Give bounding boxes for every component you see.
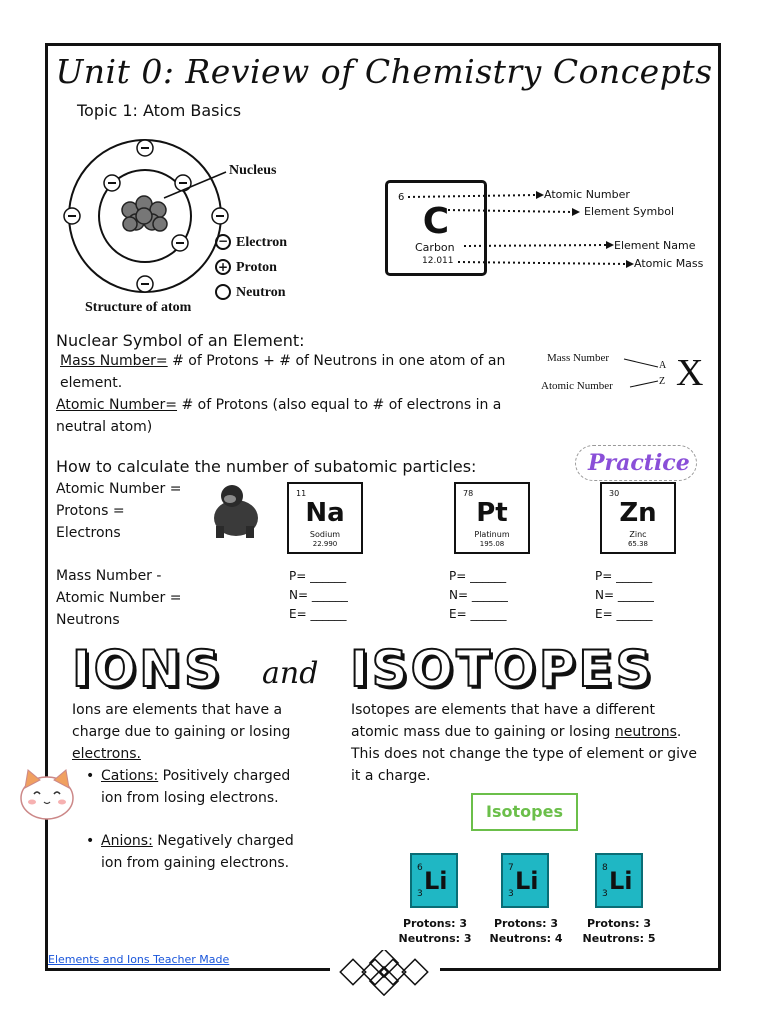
lithium-6-cell bbox=[410, 853, 458, 908]
nucleus-label: Nucleus bbox=[229, 163, 277, 178]
label-atomic-number: Atomic Number bbox=[544, 188, 630, 201]
li7-atomic: 3 bbox=[508, 889, 514, 899]
atomic-number-text: # of Protons (also equal to # of electrons in a neutral atom) bbox=[56, 397, 502, 435]
proton-legend-label: Proton bbox=[236, 260, 277, 275]
subatomic-heading: How to calculate the number of subatomic particles: bbox=[56, 457, 477, 476]
anions-item: • Anions: Negatively charged ion from gaining electrons. bbox=[86, 833, 294, 871]
li7-protons: Protons: 3 bbox=[493, 917, 559, 930]
blank-protons: P= ______ bbox=[289, 569, 347, 583]
blank-protons: P= ______ bbox=[595, 569, 653, 583]
zinc-symbol: Zn bbox=[619, 498, 657, 528]
electron-legend-icon: − bbox=[215, 234, 231, 250]
mass-number-text: # of Protons + # of Neutrons in one atom of an element. bbox=[60, 353, 506, 391]
diagram-x: X bbox=[676, 352, 704, 394]
rule-neutrons bbox=[56, 565, 181, 631]
li7-symbol: Li bbox=[515, 867, 539, 895]
atomic-number-term: Atomic Number= bbox=[56, 397, 178, 413]
atomic-number-definition bbox=[56, 394, 526, 438]
zinc-number: 30 bbox=[609, 489, 620, 498]
practice-label: Practice bbox=[588, 450, 690, 476]
cations-term: Cations: bbox=[101, 768, 159, 784]
atom-diagram bbox=[60, 138, 230, 298]
rule1-line3: Electrons bbox=[56, 525, 121, 541]
blank-neutrons: N= ______ bbox=[289, 588, 348, 602]
rule1-line2: Protons = bbox=[56, 503, 125, 519]
isotopes-badge: Isotopes bbox=[471, 793, 578, 831]
label-atomic-mass: Atomic Mass bbox=[634, 257, 704, 270]
carbon-atomic-number: 6 bbox=[398, 192, 405, 203]
diagram-mass-label: Mass Number bbox=[547, 352, 610, 364]
anions-definition: Negatively charged ion from gaining electrons. bbox=[101, 833, 294, 871]
anions-term: Anions: bbox=[101, 833, 153, 849]
isotopes-intro-text: Isotopes are elements that have a different atomic mass due to gaining or losing bbox=[351, 702, 656, 740]
carbon-name: Carbon bbox=[415, 241, 455, 254]
li8-protons: Protons: 3 bbox=[586, 917, 652, 930]
li8-mass: 8 bbox=[602, 863, 608, 873]
cat-icon bbox=[16, 764, 78, 822]
zinc-name: Zinc bbox=[629, 530, 647, 539]
nuclear-definitions bbox=[56, 350, 526, 438]
sodium-blanks bbox=[289, 567, 348, 624]
neutron-legend-icon bbox=[215, 284, 231, 300]
platinum-name: Platinum bbox=[474, 530, 510, 539]
and-heading: and bbox=[262, 656, 319, 691]
rule1-line1: Atomic Number = bbox=[56, 481, 182, 497]
isotopes-intro-rest: . This does not change the type of element or give it a charge. bbox=[351, 724, 697, 784]
rule2-line2: Atomic Number = bbox=[56, 590, 182, 606]
gorilla-icon bbox=[206, 480, 266, 540]
atom-caption: Structure of atom bbox=[85, 300, 192, 315]
diagram-z: Z bbox=[659, 376, 666, 387]
isotopes-intro bbox=[351, 699, 701, 787]
li6-caption bbox=[395, 916, 475, 946]
platinum-symbol: Pt bbox=[476, 498, 508, 528]
electron-legend-label: Electron bbox=[236, 235, 288, 250]
li6-mass: 6 bbox=[417, 863, 423, 873]
zinc-blanks bbox=[595, 567, 654, 624]
sodium-mass: 22.990 bbox=[312, 540, 338, 548]
li7-mass: 7 bbox=[508, 863, 514, 873]
carbon-symbol: C bbox=[422, 201, 450, 242]
platinum-cell bbox=[454, 482, 530, 554]
platinum-number: 78 bbox=[463, 489, 474, 498]
blank-protons: P= ______ bbox=[449, 569, 507, 583]
li6-symbol: Li bbox=[424, 867, 448, 895]
carbon-mass: 12.011 bbox=[422, 256, 454, 266]
label-element-symbol: Element Symbol bbox=[584, 205, 675, 218]
lithium-8-cell bbox=[595, 853, 643, 908]
ions-intro-electrons: electrons. bbox=[72, 746, 141, 762]
label-element-name: Element Name bbox=[614, 239, 696, 252]
diagram-atomic-label: Atomic Number bbox=[541, 380, 613, 392]
blank-neutrons: N= ______ bbox=[595, 588, 654, 602]
diagram-a: A bbox=[659, 360, 667, 371]
blank-electrons: E= ______ bbox=[449, 607, 507, 621]
rule2-line1: Mass Number - bbox=[56, 568, 162, 584]
platinum-blanks bbox=[449, 567, 508, 624]
sodium-symbol: Na bbox=[305, 498, 345, 528]
cations-item: • Cations: Positively charged ion from losing electrons. bbox=[86, 768, 291, 806]
lithium-7-cell bbox=[501, 853, 549, 908]
sodium-number: 11 bbox=[296, 489, 307, 498]
ions-heading: IONS bbox=[72, 640, 223, 698]
sodium-name: Sodium bbox=[309, 530, 341, 539]
ions-intro bbox=[72, 699, 312, 765]
practice-badge bbox=[575, 445, 697, 481]
proton-legend-icon: + bbox=[215, 259, 231, 275]
page-title: Unit 0: Review of Chemistry Concepts bbox=[55, 52, 713, 91]
li7-neutrons: Neutrons: 4 bbox=[489, 932, 563, 945]
isotopes-intro-neutrons: neutrons bbox=[614, 724, 677, 740]
diamond-ornament-icon bbox=[334, 950, 434, 996]
mass-number-definition bbox=[56, 350, 526, 394]
li6-neutrons: Neutrons: 3 bbox=[398, 932, 472, 945]
isotopes-heading: ISOTOPES bbox=[350, 640, 655, 698]
zinc-mass: 65.38 bbox=[627, 540, 649, 548]
li8-caption bbox=[578, 916, 660, 946]
diagram-pointer-lines bbox=[622, 355, 662, 395]
li7-caption bbox=[485, 916, 567, 946]
rule2-line3: Neutrons bbox=[56, 612, 120, 628]
blank-neutrons: N= ______ bbox=[449, 588, 508, 602]
mass-number-term: Mass Number= bbox=[60, 353, 168, 369]
blank-electrons: E= ______ bbox=[595, 607, 653, 621]
blank-electrons: E= ______ bbox=[289, 607, 347, 621]
neutron-legend-label: Neutron bbox=[236, 285, 286, 300]
li6-atomic: 3 bbox=[417, 889, 423, 899]
li8-atomic: 3 bbox=[602, 889, 608, 899]
nuclear-symbol-heading: Nuclear Symbol of an Element: bbox=[56, 331, 305, 350]
topic-heading: Topic 1: Atom Basics bbox=[77, 101, 242, 120]
li6-protons: Protons: 3 bbox=[402, 917, 468, 930]
rule-protons-electrons bbox=[56, 478, 181, 544]
ions-intro-text: Ions are elements that have a charge due to gaining or losing bbox=[72, 702, 291, 740]
cations-definition: Positively charged ion from losing electrons. bbox=[101, 768, 291, 806]
platinum-mass: 195.08 bbox=[479, 540, 505, 548]
li8-neutrons: Neutrons: 5 bbox=[582, 932, 656, 945]
sodium-cell bbox=[287, 482, 363, 554]
teacher-made-link[interactable]: Elements and Ions Teacher Made bbox=[48, 953, 230, 966]
li8-symbol: Li bbox=[609, 867, 633, 895]
zinc-cell bbox=[600, 482, 676, 554]
